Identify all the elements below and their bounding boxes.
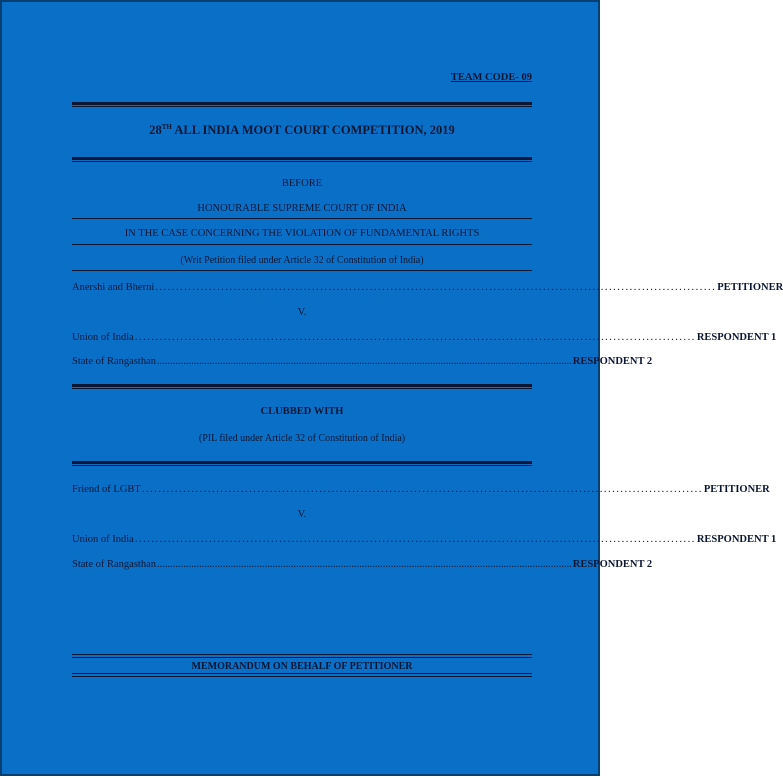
case2-respondent2-role: RESPONDENT 2 (572, 559, 653, 570)
dot-leader: .............................................................................................................................................................. (156, 559, 572, 570)
document-content (72, 2, 783, 778)
case2-petitioner-role: PETITIONER (703, 484, 770, 495)
rule-below-case (72, 244, 532, 245)
before-label: BEFORE (281, 178, 323, 189)
case2-petitioner-line (72, 484, 770, 495)
case-concerning: IN THE CASE CONCERNING THE VIOLATION OF FUNDAMENTAL RIGHTS (124, 228, 480, 239)
case1-respondent1-name: Union of India (72, 332, 134, 343)
rule-top (72, 102, 532, 108)
dot-leader: ........................................................................................................................................ (134, 534, 696, 545)
dot-leader: .............................................................................................................................................................. (156, 356, 572, 367)
case2-respondent1-role: RESPONDENT 1 (696, 534, 777, 545)
case1-respondent1-role: RESPONDENT 1 (696, 332, 777, 343)
rule-below-memorandum (72, 673, 532, 679)
rule-below-title (72, 157, 532, 163)
rule-above-clubbed (72, 384, 532, 390)
case2-respondent2-name: State of Rangasthan (72, 559, 156, 570)
case1-petitioner-line (72, 282, 783, 293)
case1-respondent2-line (72, 356, 653, 367)
competition-title: 28TH ALL INDIA MOOT COURT COMPETITION, 2019 (149, 123, 455, 138)
case2-respondent1-line (72, 534, 777, 545)
case1-petitioner-role: PETITIONER (717, 282, 783, 293)
clubbed-heading: CLUBBED WITH (260, 406, 344, 417)
case2-petitioner-name: Friend of LGBT (72, 484, 141, 495)
rule-below-court (72, 218, 532, 219)
court-name: HONOURABLE SUPREME COURT OF INDIA (197, 203, 407, 214)
dot-leader: ........................................................................................................................................ (141, 484, 703, 495)
petition-note: (Writ Petition filed under Article 32 of Constitution of India) (180, 255, 424, 266)
rule-below-petition-note (72, 270, 532, 271)
memorandum-title: MEMORANDUM ON BEHALF OF PETITIONER (191, 661, 413, 672)
case2-versus: V. (297, 509, 307, 520)
case2-respondent1-name: Union of India (72, 534, 134, 545)
rule-above-memorandum (72, 654, 532, 660)
case1-respondent2-name: State of Rangasthan (72, 356, 156, 367)
case1-respondent2-role: RESPONDENT 2 (572, 356, 653, 367)
clubbed-note: (PIL filed under Article 32 of Constitution of India) (198, 433, 406, 444)
rule-below-clubbed (72, 461, 532, 467)
case1-respondent1-line (72, 332, 777, 343)
case1-versus: V. (297, 307, 307, 318)
dot-leader: ........................................................................................................................................ (155, 282, 717, 293)
team-code: TEAM CODE- 09 (450, 72, 532, 83)
dot-leader: ........................................................................................................................................ (134, 332, 696, 343)
case1-petitioner-name: Anershi and Bherni (72, 282, 155, 293)
case2-respondent2-line (72, 559, 653, 570)
